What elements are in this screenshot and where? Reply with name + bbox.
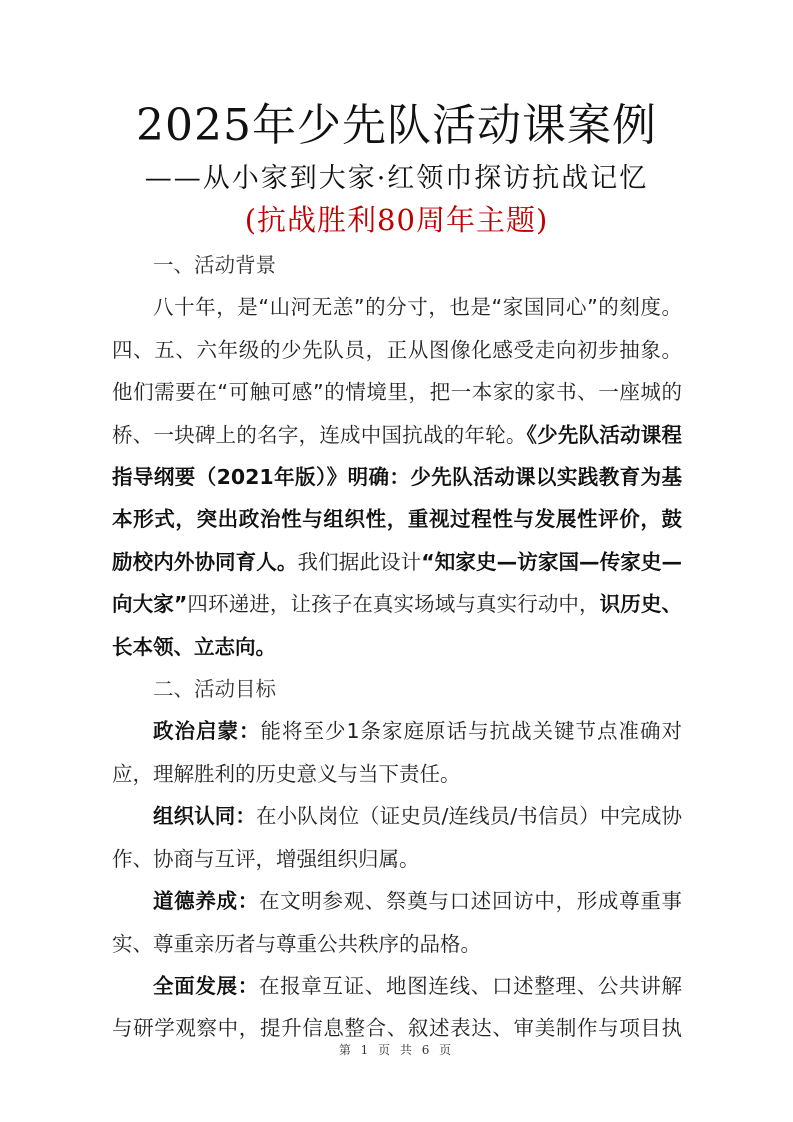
goal-text: 在报章互证、地图连线、口述整理、公共讲解与研学观察中，提升信息整合、叙述表达、审美制作与项目执 [112,973,682,1041]
goal-development [112,965,682,1050]
goal-label: 组织认同： [153,804,257,829]
text-run: 四、五、六年级的少先队员，正从图像化感受走向初步抽象。他们需要在“可触可感”的情境里，把一本家的家书、一座城的桥、一块碑上的名字，连成中国抗战的年轮。 [112,337,682,447]
goal-text: 在小队岗位（证史员/连线员/书信员）中完成协作、协商与互评，增强组织归属。 [112,804,683,871]
text-run: 八十年，是“山河无恙”的分寸，也是“家国同心”的刻度。 [153,295,682,320]
goal-label: 政治启蒙： [153,719,261,744]
text-run: 四环递进，让孩子在真实场域与真实行动中， [187,592,600,617]
document-subtitle: ——从小家到大家·红领巾探访抗战记忆 [144,163,649,194]
goal-organization [112,795,682,880]
goal-political [112,710,682,795]
page-footer: 第 1 页 共 6 页 [338,1043,455,1057]
document-title: 2025年少先队活动课案例 [136,100,657,151]
text-run-emphasis: 《少先队活动课程指导纲要（2021年版）》明确：少先队活动课以实践教育为基本形式，突出政治性与组织性，重视过程性与发展性评价，鼓励校内外协同育人。 [112,422,683,574]
text-run-emphasis: 识历史、长本领、立志向。 [112,592,683,659]
goal-label: 道德养成： [153,889,259,914]
goal-text: 能将至少1条家庭原话与抗战关键节点准确对应，理解胜利的历史意义与当下责任。 [112,719,683,786]
document-theme: (抗战胜利80周年主题) [244,203,549,237]
goal-moral [112,880,682,965]
goal-text: 在文明参观、祭奠与口述回访中，形成尊重事实、尊重亲历者与尊重公共秩序的品格。 [112,889,682,956]
background-paragraph [112,286,682,668]
text-run: 我们据此设计 [297,549,422,574]
goal-label: 全面发展： [153,973,259,998]
section-heading-goals: 二、活动目标 [153,677,276,702]
text-run-emphasis: “知家史—访家国—传家史—向大家” [112,549,683,617]
section-heading-background: 一、活动背景 [153,253,276,277]
document-body [112,244,682,1050]
